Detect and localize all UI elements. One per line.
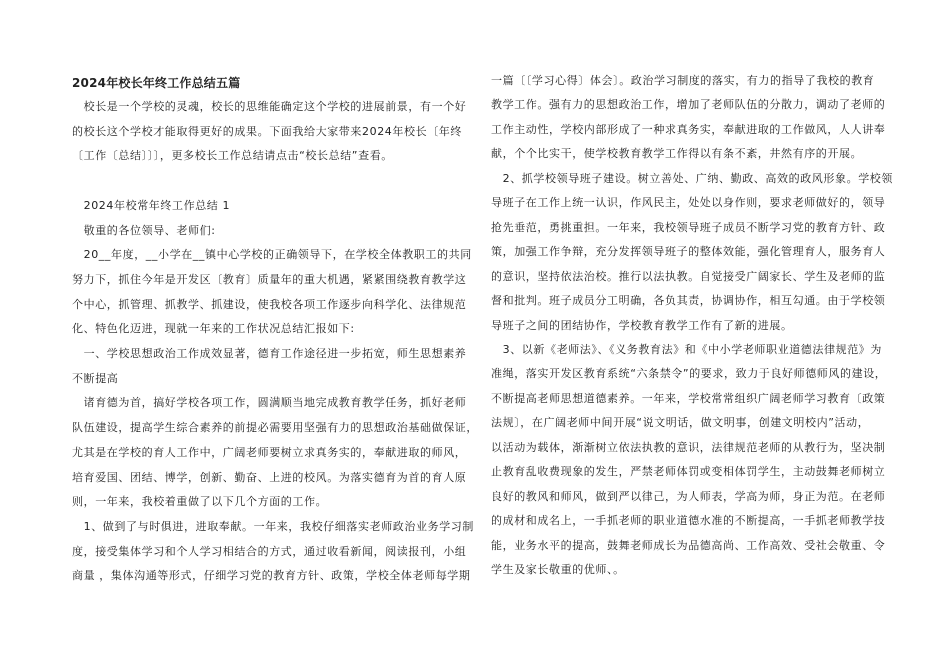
text-line: 法规〕，在广阔老师中间开展“说文明话，做文明事，创建文明校内”活动， xyxy=(491,416,870,430)
text-line: 能，业务水平的提高，鼓舞老师成长为品德高尚、工作高效、受社会敬重、令 xyxy=(491,538,886,552)
text-line: 诸育德为首，搞好学校各项工作，圆满顺当地完成教育教学任务，抓好老师 xyxy=(72,396,467,410)
text-line: 学生及家长敬重的优师、。 xyxy=(491,563,625,576)
text-line: 以活动为载体，渐渐树立依法执教的意识，法律规范老师的从教行为，坚决制 xyxy=(491,440,886,454)
text-line: 度，接受集体学习和个人学习相结合的方式，通过收看新闻，阅读报刊，小组 xyxy=(72,544,467,558)
text-line: 2024年校常年终工作总结 1 xyxy=(72,198,231,212)
text-line: 则，一年来，我校着重做了以下几个方面的工作。 xyxy=(72,495,328,509)
text-line: 止教育乱收费现象的发生，严禁老师体罚或变相体罚学生，主动鼓舞老师树立 xyxy=(491,465,886,479)
text-line: 策，加强工作争辩，充分发挥领导班子的整体效能，强化管理育人，服务育人 xyxy=(491,245,886,259)
text-line: 商量 ，集体沟通等形式，仔细学习党的教育方针、政策，学校全体老师每学期 xyxy=(72,569,471,583)
text-line: 导班子之间的团结协作，学校教育教学工作有了新的进展。 xyxy=(491,318,793,332)
text-line: 督和批判。班子成员分工明确，各负其责，协调协作，相互勾通。由于学校领 xyxy=(491,294,886,308)
text-line: 一篇〔〔学习心得〕体会〕。政治学习制度的落实，有力的指导了我校的教育 xyxy=(491,74,875,87)
text-line: 2、抓学校领导班子建设。树立善处、广纳、勤政、高效的政风形象。学校领 xyxy=(491,171,893,185)
text-line: 20__年度，__小学在__镇中心学校的正确领导下，在学校全体教职工的共同 xyxy=(72,248,472,262)
text-line: 〔工作〔总结〕〕〕，更多校长工作总结请点击“校长总结”查看。 xyxy=(72,149,393,163)
text-line: 队伍建设，提高学生综合素养的前提必需要用坚强有力的思想政治基础做保证， xyxy=(72,421,478,435)
text-line: 一、学校思想政治工作成效显著，德育工作途径进一步拓宽，师生思想素养 xyxy=(72,347,467,360)
text-line: 校长是一个学校的灵魂，校长的思维能确定这个学校的进展前景，有一个好 xyxy=(72,100,467,113)
text-line: 的校长这个学校才能取得更好的成果。下面我给大家带来2024年校长〔年终 xyxy=(72,124,462,138)
text-line: 的意识，坚持依法治校。推行以法执教。自觉接受广阔家长、学生及老师的监 xyxy=(491,269,886,283)
text-line: 不断提高 xyxy=(72,371,119,385)
text-line: 化、特色化迈进，现就一年来的工作状况总结汇报如下: xyxy=(72,322,355,336)
text-line: 良好的教风和师风，做到严以律己，为人师表，学高为师，身正为范。在老师 xyxy=(491,489,886,503)
text-line: 工作主动性，学校内部形成了一种求真务实，奉献进取的工作做风，人人讲奉 xyxy=(491,122,886,136)
text-line: 抢先垂范，勇挑重担。一年来，我校领导班子成员不断学习党的教育方针、政 xyxy=(491,220,886,234)
text-line: 教学工作。强有力的思想政治工作，增加了老师队伍的分散力，调动了老师的 xyxy=(491,98,886,112)
text-line: 培育爱国、团结、博学，创新、勤奋、上进的校风。为落实德育为首的育人原 xyxy=(72,470,467,484)
text-line: 3、以新《老师法》、《义务教育法》和《中小学老师职业道德法律规范》为 xyxy=(491,342,882,356)
text-line: 个中心，抓管理、抓教学、抓建设，使我校各项工作逐步向科学化、法律规范 xyxy=(72,297,467,311)
document-title: 2024年校长年终工作总结五篇 xyxy=(72,76,241,90)
text-line: 不断提高老师思想道德素养。一年来，学校常常组织广阔老师学习教育〔政策 xyxy=(491,391,886,405)
text-line: 献，个个比实干，使学校教育教学工作得以有条不紊，井然有序的开展。 xyxy=(491,147,863,161)
text-line: 准绳，落实开发区教育系统“六条禁令”的要求，致力于良好师德师风的建设， xyxy=(491,367,887,381)
text-line: 敬重的各位领导、老师们: xyxy=(72,223,216,237)
text-line: 努力下，抓住今年是开发区〔教育〕质量年的重大机遇，紧紧围绕教育教学这 xyxy=(72,272,467,286)
text-line: 的成材和成名上，一手抓老师的职业道德水准的不断提高，一手抓老师教学技 xyxy=(491,514,886,528)
text-line: 尤其是在学校的育人工作中，广阔老师要树立求真务实的，奉献进取的师风， xyxy=(72,445,467,459)
text-line: 导班子在工作上统一认识，作风民主，处处以身作则，要求老师做好的，领导 xyxy=(491,196,886,210)
text-line: 1、做到了与时俱进，进取奉献。一年来，我校仔细落实老师政治业务学习制 xyxy=(72,519,474,533)
